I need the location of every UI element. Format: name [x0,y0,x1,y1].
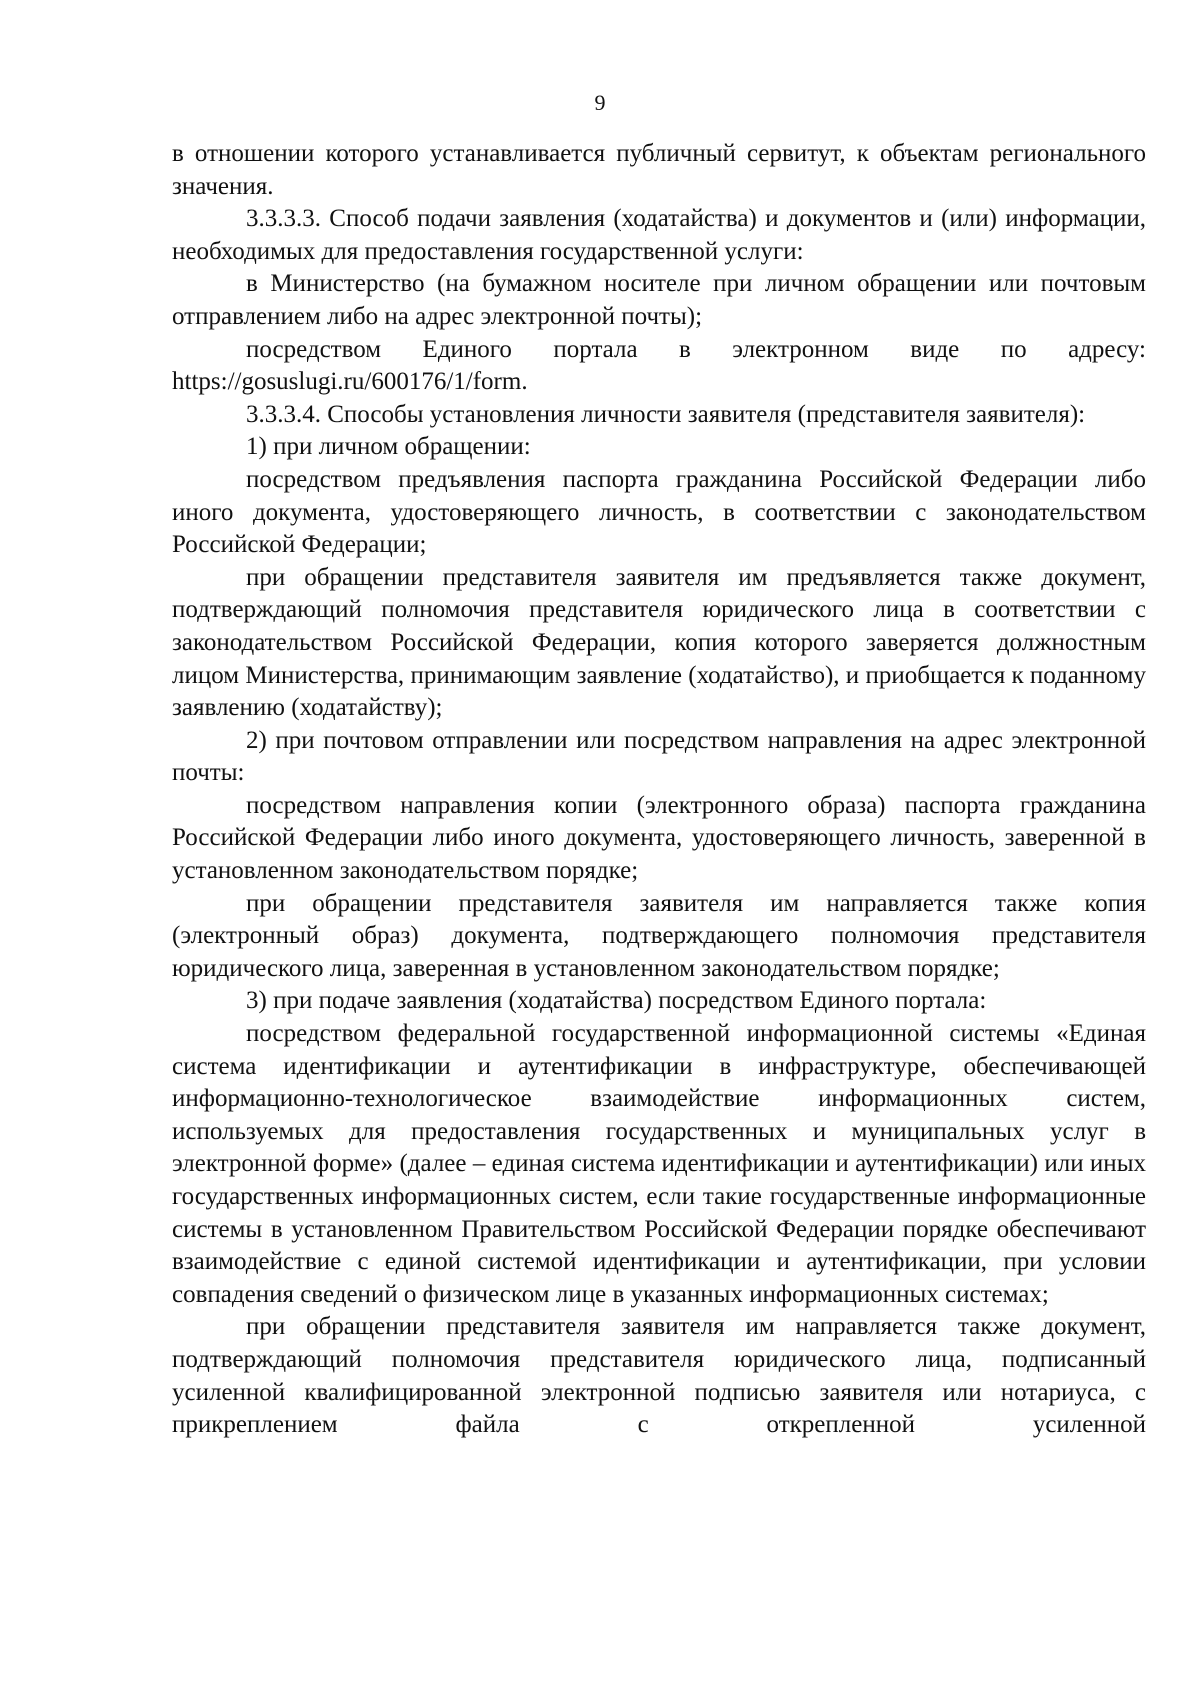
paragraph: 3.3.3.3. Способ подачи заявления (ходатайства) и документов и (или) информации, необходимых для предоставления государственной услуги: [172,205,1146,265]
paragraph: 3) при подаче заявления (ходатайства) посредством Единого портала: [246,987,987,1015]
document-body [172,138,1146,1442]
paragraph: посредством направления копии (электронного образа) паспорта гражданина Российской Федерации либо иного документа, удостоверяющего личность, заверенной в установленном законодательством порядке; [172,791,1146,885]
paragraph: 2) при почтовом отправлении или посредством направления на адрес электронной почты: [172,726,1146,787]
page-number: 9 [594,90,606,115]
paragraph: посредством предъявления паспорта гражданина Российской Федерации либо иного документа, удостоверяющего личность, в соответствии с законодательством Российской Федерации; [172,465,1146,559]
paragraph: посредством Единого портала в электронном виде по адресу: https://gosuslugi.ru/600176/1/form. [172,335,1146,396]
paragraph: посредством федеральной государственной информационной системы «Единая система идентификации и аутентификации в инфраструктуре, обеспечивающей информационно-технологическое взаимодействие информационных систем, используемых для предоставления государственных и муниципальных услуг в электронной форме» (далее – единая система идентификации и аутентификации) или иных государственных информационных систем, если такие государственные информационные системы в установленном Правительством Российской Федерации порядке обеспечивают взаимодействие с единой системой идентификации и аутентификации, при условии совпадения сведений о физическом лице в указанных информационных системах; [172,1020,1146,1308]
paragraph: в отношении которого устанавливается публичный сервитут, к объектам регионального значения. [172,140,1146,200]
paragraph: при обращении представителя заявителя им направляется также копия (электронный образ) документа, подтверждающего полномочия представителя юридического лица, заверенная в установленном законодательством порядке; [172,889,1146,982]
paragraph: 3.3.3.4. Способы установления личности заявителя (представителя заявителя): [246,400,1086,428]
paragraph: при обращении представителя заявителя им направляется также документ, подтверждающий полномочия представителя юридического лица, подписанный усиленной квалифицированной электронной подписью заявителя или нотариуса, с прикреплением файла с открепленной усиленной [172,1313,1146,1439]
paragraph: в Министерство (на бумажном носителе при личном обращении или почтовым отправлением либо на адрес электронной почты); [172,270,1146,330]
paragraph: 1) при личном обращении: [246,433,531,461]
paragraph: при обращении представителя заявителя им предъявляется также документ, подтверждающий полномочия представителя юридического лица в соответствии с законодательством Российской Федерации, копия которого заверяется должностным лицом Министерства, принимающим заявление (ходатайство), и приобщается к поданному заявлению (ходатайству); [172,563,1146,722]
